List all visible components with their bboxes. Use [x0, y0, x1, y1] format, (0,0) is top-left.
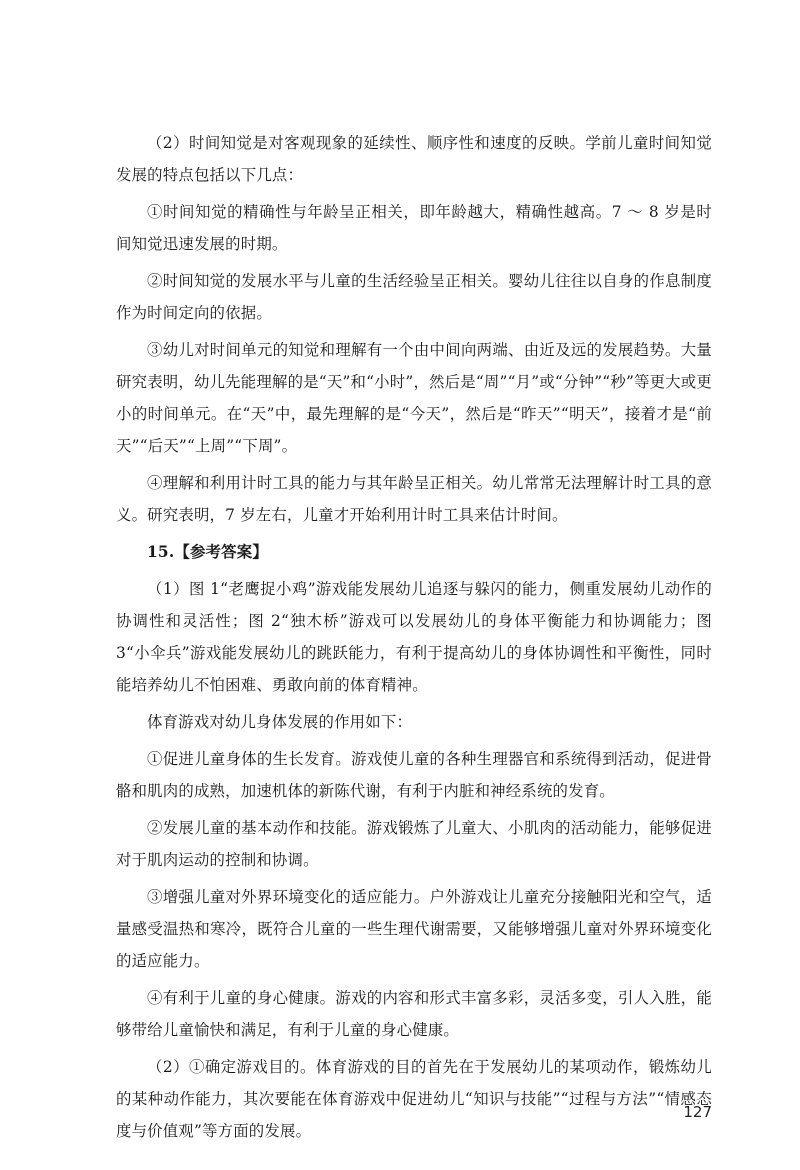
page-number: 127: [683, 1103, 712, 1121]
paragraph-time-perception-intro: （2）时间知觉是对客观现象的延续性、顺序性和速度的反映。学前儿童时间知觉发展的特点包括以下几点：: [116, 134, 712, 184]
paragraph-effect-4: ④有利于儿童的身心健康。游戏的内容和形式丰富多彩，灵活多变，引人入胜，能够带给儿童愉快和满足，有利于儿童的身心健康。: [116, 989, 712, 1039]
page-body: [116, 127, 712, 1152]
paragraph-point-3: ③幼儿对时间单元的知觉和理解有一个由中间向两端、由近及远的发展趋势。大量研究表明，幼儿先能理解的是“天”和“小时”，然后是“周”“月”或“分钟”“秒”等更大或更小的时间单元。在“天”中，最先理解的是“今天”，然后是“昨天”“明天”，接着才是“前天”“后天”“上周”“下周”。: [116, 341, 712, 455]
paragraph-effect-1: ①促进儿童身体的生长发育。游戏使儿童的各种生理器官和系统得到活动，促进骨骼和肌肉的成熟，加速机体的新陈代谢，有利于内脏和神经系统的发育。: [116, 750, 712, 800]
answer-heading-15: 15.【参考答案】: [147, 543, 268, 561]
paragraph-effect-2: ②发展儿童的基本动作和技能。游戏锻炼了儿童大、小肌肉的活动能力，能够促进对于肌肉运动的控制和协调。: [116, 819, 712, 869]
paragraph-sports-games-intro: 体育游戏对幼儿身体发展的作用如下：: [147, 713, 413, 731]
paragraph-point-2: ②时间知觉的发展水平与儿童的生活经验呈正相关。婴幼儿往往以自身的作息制度作为时间定向的依据。: [116, 272, 712, 322]
paragraph-point-4: ④理解和利用计时工具的能力与其年龄呈正相关。幼儿常常无法理解计时工具的意义。研究表明，7 岁左右，儿童才开始利用计时工具来估计时间。: [116, 474, 712, 524]
paragraph-effect-3: ③增强儿童对外界环境变化的适应能力。户外游戏让儿童充分接触阳光和空气，适量感受温热和寒冷，既符合儿童的一些生理代谢需要，又能够增强儿童对外界环境变化的适应能力。: [116, 888, 712, 970]
paragraph-game-purpose: （2）①确定游戏目的。体育游戏的目的首先在于发展幼儿的某项动作，锻炼幼儿的某种动作能力，其次要能在体育游戏中促进幼儿“知识与技能”“过程与方法”“情感态度与价值观”等方面的发展。: [116, 1058, 712, 1140]
paragraph-point-1: ①时间知觉的精确性与年龄呈正相关，即年龄越大，精确性越高。7 ～ 8 岁是时间知觉迅速发展的时期。: [116, 203, 712, 253]
paragraph-games-analysis: （1）图 1“老鹰捉小鸡”游戏能发展幼儿追逐与躲闪的能力，侧重发展幼儿动作的协调性和灵活性；图 2“独木桥”游戏可以发展幼儿的身体平衡能力和协调能力；图 3“小伞兵”游戏能发展幼儿的跳跃能力，有利于提高幼儿的身体协调性和平衡性，同时能培养幼儿不怕困难、勇敢向前的体育精神。: [116, 580, 712, 694]
